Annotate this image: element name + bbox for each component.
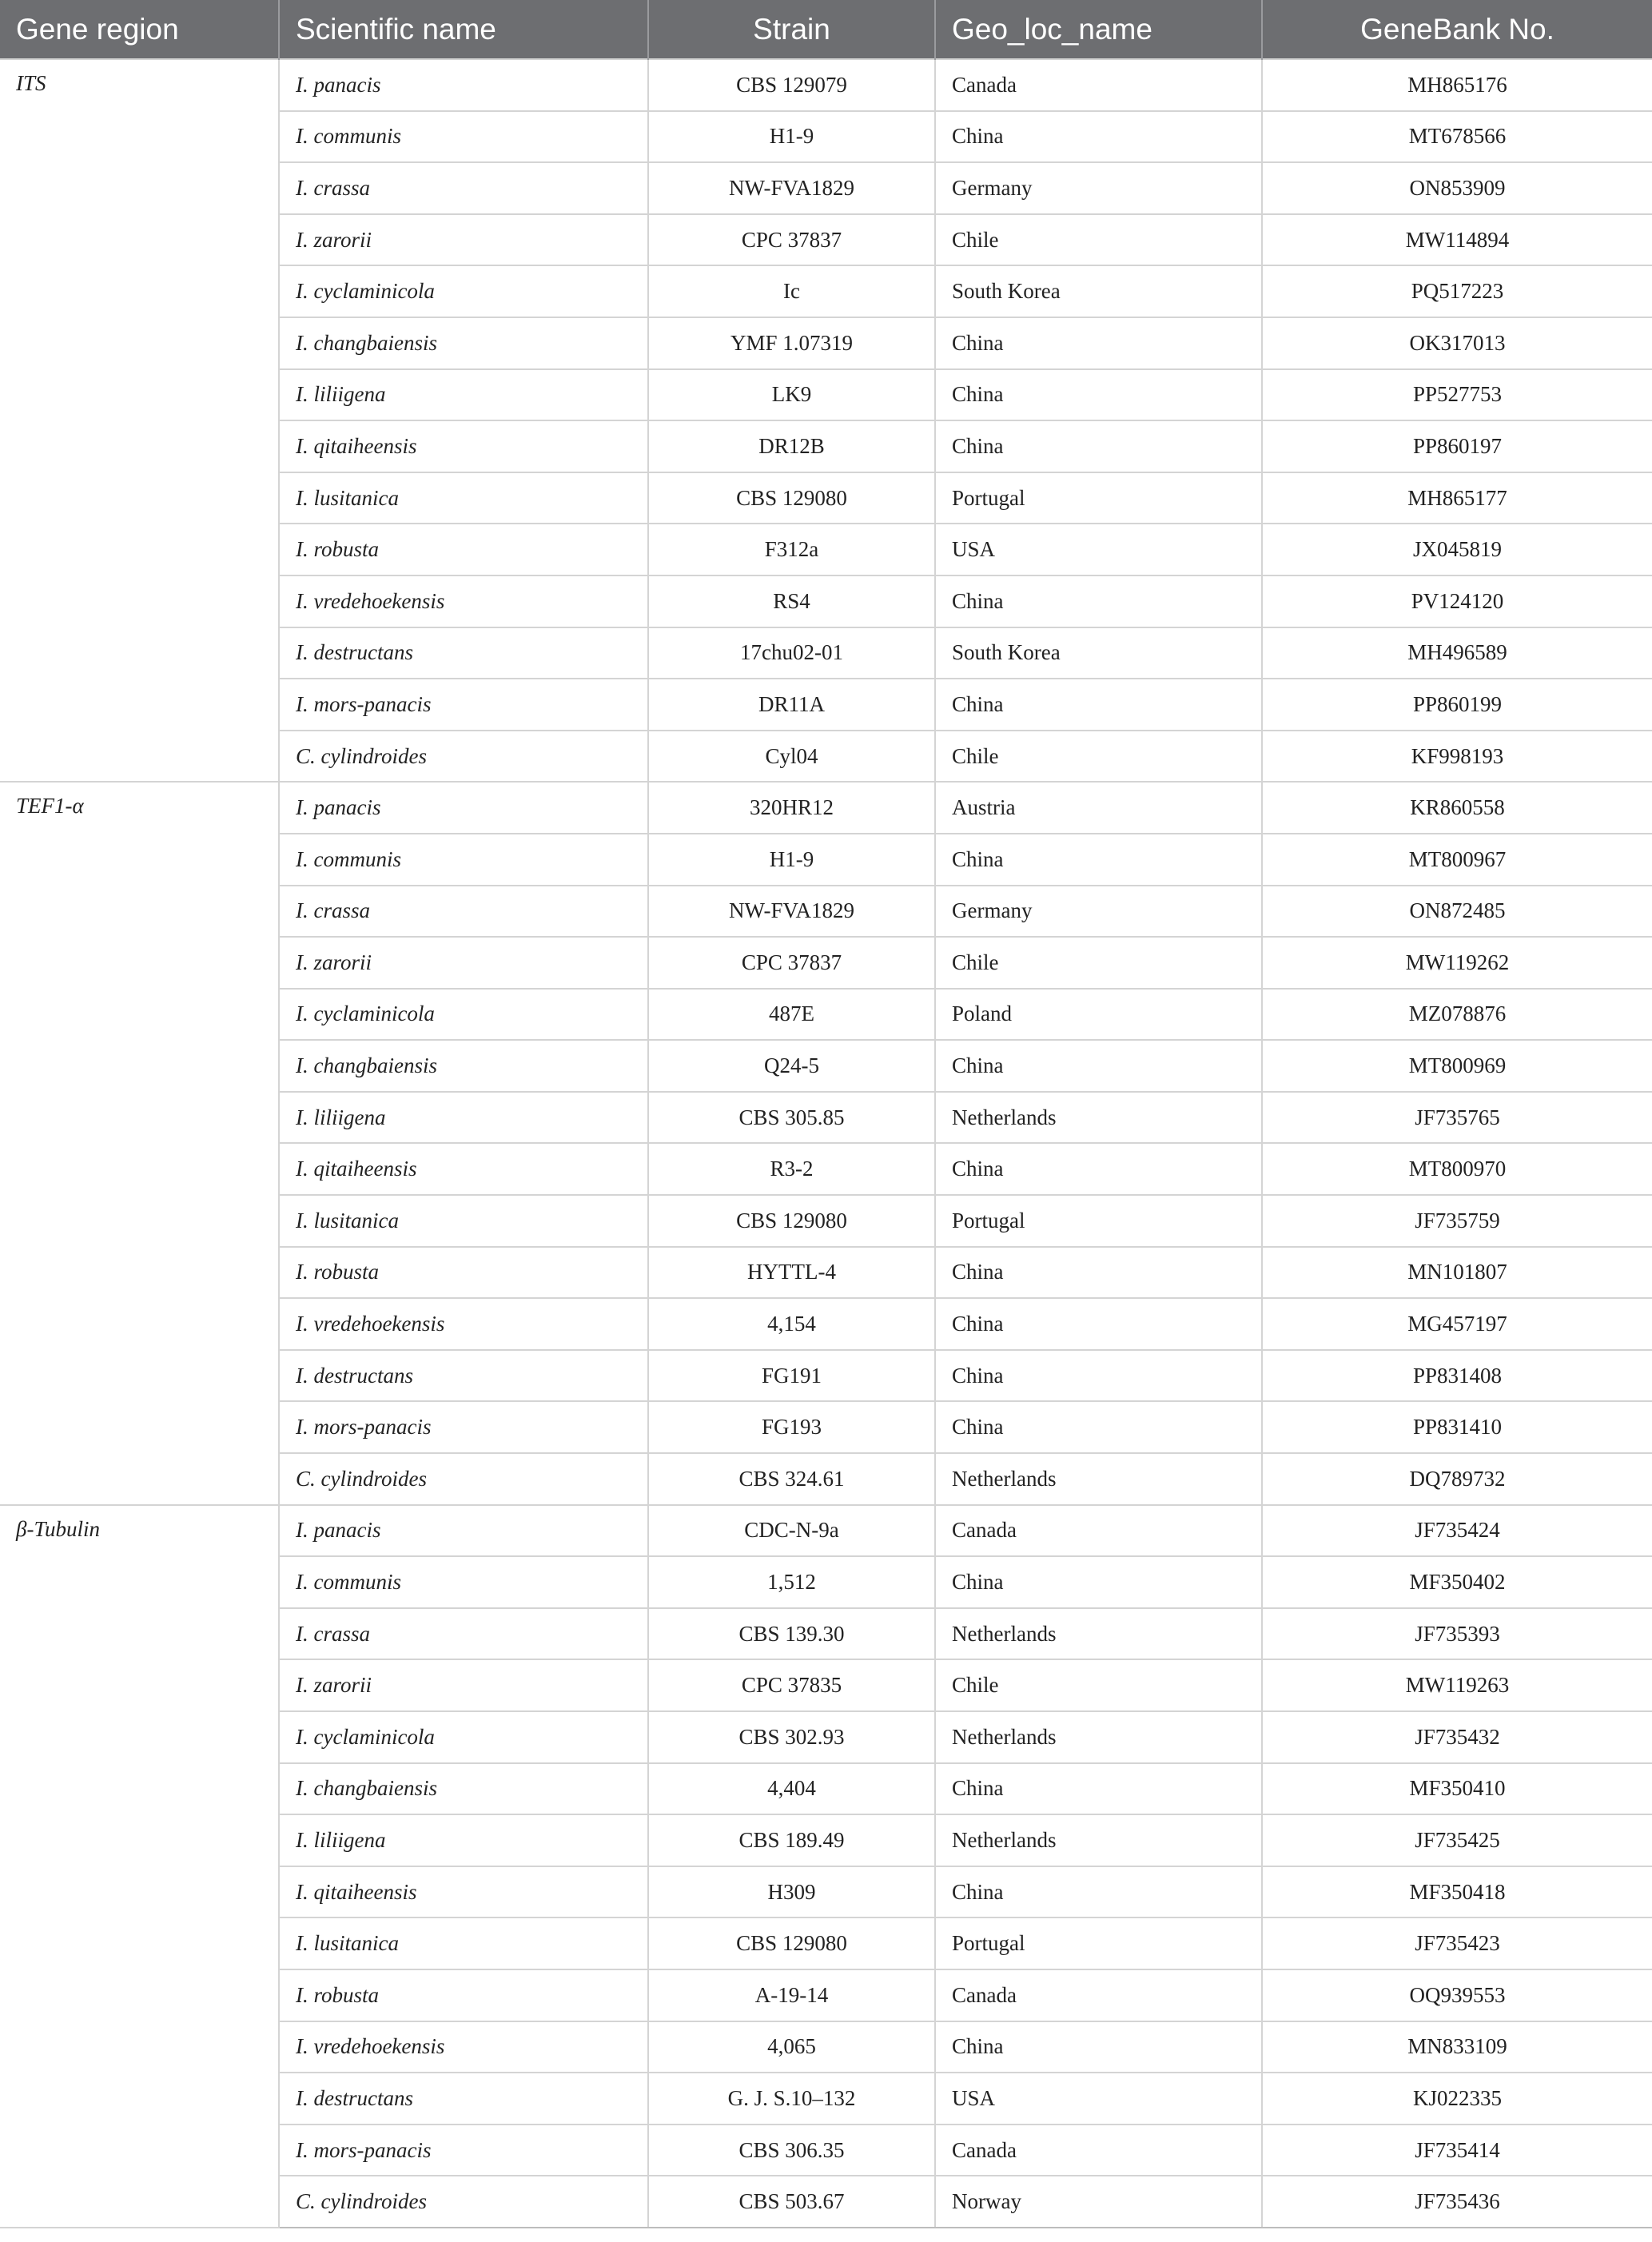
- strain-cell: G. J. S.10–132: [648, 2073, 935, 2125]
- genebank-cell: MG457197: [1262, 1298, 1652, 1350]
- strain-cell: YMF 1.07319: [648, 317, 935, 369]
- scientific-name-cell: I. crassa: [279, 162, 648, 214]
- strain-cell: FG191: [648, 1350, 935, 1402]
- genebank-cell: PP860199: [1262, 679, 1652, 731]
- scientific-name-cell: I. robusta: [279, 1247, 648, 1299]
- table-row: [0, 1505, 1652, 1557]
- geo-loc-cell: Chile: [935, 731, 1262, 783]
- scientific-name-cell: I. cyclaminicola: [279, 265, 648, 317]
- strain-cell: 4,404: [648, 1763, 935, 1815]
- genebank-cell: JX045819: [1262, 524, 1652, 575]
- scientific-name-cell: I. robusta: [279, 1969, 648, 2021]
- strain-cell: CBS 302.93: [648, 1711, 935, 1763]
- geo-loc-cell: China: [935, 1040, 1262, 1092]
- scientific-name-cell: I. zarorii: [279, 937, 648, 989]
- scientific-name-cell: I. changbaiensis: [279, 1040, 648, 1092]
- geo-loc-cell: Portugal: [935, 1195, 1262, 1247]
- strain-cell: A-19-14: [648, 1969, 935, 2021]
- strain-cell: NW-FVA1829: [648, 162, 935, 214]
- genebank-cell: MW114894: [1262, 214, 1652, 266]
- strain-cell: CBS 306.35: [648, 2125, 935, 2176]
- genebank-cell: KF998193: [1262, 731, 1652, 783]
- scientific-name-cell: I. qitaiheensis: [279, 1143, 648, 1195]
- strain-cell: DR12B: [648, 420, 935, 472]
- geo-loc-cell: China: [935, 1401, 1262, 1453]
- header-gene-region: Gene region: [0, 0, 279, 59]
- gene-region-cell: TEF1-α: [0, 782, 279, 1504]
- strain-cell: CBS 139.30: [648, 1608, 935, 1660]
- strain-cell: CBS 129080: [648, 1917, 935, 1969]
- geo-loc-cell: Netherlands: [935, 1814, 1262, 1866]
- scientific-name-cell: I. changbaiensis: [279, 1763, 648, 1815]
- scientific-name-cell: C. cylindroides: [279, 2176, 648, 2228]
- scientific-name-cell: I. crassa: [279, 886, 648, 938]
- header-scientific-name: Scientific name: [279, 0, 648, 59]
- genebank-cell: JF735765: [1262, 1092, 1652, 1144]
- genebank-cell: PQ517223: [1262, 265, 1652, 317]
- scientific-name-cell: I. crassa: [279, 1608, 648, 1660]
- header-strain: Strain: [648, 0, 935, 59]
- genebank-cell: ON853909: [1262, 162, 1652, 214]
- geo-loc-cell: China: [935, 1350, 1262, 1402]
- strain-cell: HYTTL-4: [648, 1247, 935, 1299]
- geo-loc-cell: China: [935, 834, 1262, 886]
- strain-cell: 4,154: [648, 1298, 935, 1350]
- geo-loc-cell: China: [935, 420, 1262, 472]
- genebank-cell: MF350410: [1262, 1763, 1652, 1815]
- scientific-name-cell: I. panacis: [279, 782, 648, 834]
- geo-loc-cell: China: [935, 575, 1262, 627]
- scientific-name-cell: I. lusitanica: [279, 472, 648, 524]
- genebank-cell: MH496589: [1262, 627, 1652, 679]
- strain-cell: CDC-N-9a: [648, 1505, 935, 1557]
- scientific-name-cell: I. zarorii: [279, 1659, 648, 1711]
- geo-loc-cell: Austria: [935, 782, 1262, 834]
- header-row: [0, 0, 1652, 59]
- genebank-cell: OQ939553: [1262, 1969, 1652, 2021]
- gene-region-group: [0, 782, 1652, 1504]
- geo-loc-cell: Canada: [935, 2125, 1262, 2176]
- geo-loc-cell: China: [935, 1298, 1262, 1350]
- scientific-name-cell: I. mors-panacis: [279, 679, 648, 731]
- geo-loc-cell: China: [935, 679, 1262, 731]
- genebank-cell: MH865176: [1262, 59, 1652, 111]
- genebank-cell: JF735393: [1262, 1608, 1652, 1660]
- strain-cell: CBS 129080: [648, 472, 935, 524]
- geo-loc-cell: USA: [935, 524, 1262, 575]
- genebank-cell: JF735424: [1262, 1505, 1652, 1557]
- geo-loc-cell: China: [935, 1763, 1262, 1815]
- strain-cell: DR11A: [648, 679, 935, 731]
- scientific-name-cell: C. cylindroides: [279, 1453, 648, 1505]
- geo-loc-cell: China: [935, 317, 1262, 369]
- strain-cell: CPC 37837: [648, 937, 935, 989]
- geo-loc-cell: Portugal: [935, 1917, 1262, 1969]
- table-row: [0, 59, 1652, 111]
- scientific-name-cell: I. lusitanica: [279, 1195, 648, 1247]
- geo-loc-cell: Canada: [935, 1505, 1262, 1557]
- genebank-cell: JF735414: [1262, 2125, 1652, 2176]
- scientific-name-cell: I. panacis: [279, 1505, 648, 1557]
- strain-cell: RS4: [648, 575, 935, 627]
- genebank-cell: MF350402: [1262, 1556, 1652, 1608]
- geo-loc-cell: Netherlands: [935, 1608, 1262, 1660]
- strain-cell: H1-9: [648, 834, 935, 886]
- scientific-name-cell: I. destructans: [279, 2073, 648, 2125]
- scientific-name-cell: I. qitaiheensis: [279, 1866, 648, 1918]
- scientific-name-cell: I. robusta: [279, 524, 648, 575]
- gene-region-cell: ITS: [0, 59, 279, 782]
- geo-loc-cell: South Korea: [935, 627, 1262, 679]
- geo-loc-cell: Germany: [935, 162, 1262, 214]
- strain-cell: FG193: [648, 1401, 935, 1453]
- genebank-cell: KJ022335: [1262, 2073, 1652, 2125]
- scientific-name-cell: I. liliigena: [279, 1814, 648, 1866]
- scientific-name-cell: I. mors-panacis: [279, 2125, 648, 2176]
- geo-loc-cell: Canada: [935, 59, 1262, 111]
- geo-loc-cell: Norway: [935, 2176, 1262, 2228]
- geo-loc-cell: China: [935, 1143, 1262, 1195]
- genebank-cell: JF735759: [1262, 1195, 1652, 1247]
- scientific-name-cell: I. vredehoekensis: [279, 1298, 648, 1350]
- genebank-cell: MZ078876: [1262, 989, 1652, 1041]
- scientific-name-cell: I. liliigena: [279, 1092, 648, 1144]
- strain-cell: 487E: [648, 989, 935, 1041]
- strain-cell: CBS 129080: [648, 1195, 935, 1247]
- strain-cell: CBS 305.85: [648, 1092, 935, 1144]
- strain-cell: 320HR12: [648, 782, 935, 834]
- geo-loc-cell: China: [935, 2021, 1262, 2073]
- geo-loc-cell: Netherlands: [935, 1453, 1262, 1505]
- strain-cell: CPC 37837: [648, 214, 935, 266]
- genebank-cell: DQ789732: [1262, 1453, 1652, 1505]
- scientific-name-cell: I. destructans: [279, 627, 648, 679]
- scientific-name-cell: I. communis: [279, 834, 648, 886]
- strain-cell: CPC 37835: [648, 1659, 935, 1711]
- genebank-cell: PV124120: [1262, 575, 1652, 627]
- genebank-cell: JF735432: [1262, 1711, 1652, 1763]
- geo-loc-cell: USA: [935, 2073, 1262, 2125]
- genebank-cell: MN101807: [1262, 1247, 1652, 1299]
- geo-loc-cell: China: [935, 111, 1262, 163]
- geo-loc-cell: Chile: [935, 214, 1262, 266]
- strain-cell: 1,512: [648, 1556, 935, 1608]
- scientific-name-cell: I. qitaiheensis: [279, 420, 648, 472]
- scientific-name-cell: I. communis: [279, 1556, 648, 1608]
- strain-cell: R3-2: [648, 1143, 935, 1195]
- scientific-name-cell: I. mors-panacis: [279, 1401, 648, 1453]
- genebank-cell: MT678566: [1262, 111, 1652, 163]
- geo-loc-cell: China: [935, 1866, 1262, 1918]
- scientific-name-cell: C. cylindroides: [279, 731, 648, 783]
- scientific-name-cell: I. panacis: [279, 59, 648, 111]
- table-row: [0, 782, 1652, 834]
- strain-cell: 4,065: [648, 2021, 935, 2073]
- genebank-cell: JF735436: [1262, 2176, 1652, 2228]
- geo-loc-cell: Poland: [935, 989, 1262, 1041]
- scientific-name-cell: I. communis: [279, 111, 648, 163]
- genebank-cell: KR860558: [1262, 782, 1652, 834]
- strain-cell: H1-9: [648, 111, 935, 163]
- geo-loc-cell: Chile: [935, 1659, 1262, 1711]
- genebank-cell: OK317013: [1262, 317, 1652, 369]
- scientific-name-cell: I. cyclaminicola: [279, 1711, 648, 1763]
- gene-region-cell: β-Tubulin: [0, 1505, 279, 2228]
- geo-loc-cell: Netherlands: [935, 1711, 1262, 1763]
- genebank-cell: PP527753: [1262, 369, 1652, 421]
- genebank-cell: JF735425: [1262, 1814, 1652, 1866]
- scientific-name-cell: I. cyclaminicola: [279, 989, 648, 1041]
- geo-loc-cell: China: [935, 1556, 1262, 1608]
- strain-cell: NW-FVA1829: [648, 886, 935, 938]
- genebank-cell: MH865177: [1262, 472, 1652, 524]
- geo-loc-cell: South Korea: [935, 265, 1262, 317]
- scientific-name-cell: I. changbaiensis: [279, 317, 648, 369]
- strain-cell: F312a: [648, 524, 935, 575]
- genebank-cell: PP860197: [1262, 420, 1652, 472]
- genebank-cell: MW119262: [1262, 937, 1652, 989]
- geo-loc-cell: China: [935, 1247, 1262, 1299]
- strain-cell: LK9: [648, 369, 935, 421]
- strain-cell: CBS 503.67: [648, 2176, 935, 2228]
- strain-cell: 17chu02-01: [648, 627, 935, 679]
- scientific-name-cell: I. zarorii: [279, 214, 648, 266]
- genebank-cell: MT800969: [1262, 1040, 1652, 1092]
- strain-cell: H309: [648, 1866, 935, 1918]
- genebank-cell: MT800970: [1262, 1143, 1652, 1195]
- strain-cell: CBS 189.49: [648, 1814, 935, 1866]
- genebank-cell: PP831408: [1262, 1350, 1652, 1402]
- table-header: [0, 0, 1652, 59]
- genebank-cell: MF350418: [1262, 1866, 1652, 1918]
- header-genebank-no: GeneBank No.: [1262, 0, 1652, 59]
- gene-region-group: [0, 59, 1652, 782]
- strain-cell: Cyl04: [648, 731, 935, 783]
- geo-loc-cell: Canada: [935, 1969, 1262, 2021]
- strain-cell: CBS 324.61: [648, 1453, 935, 1505]
- genebank-cell: ON872485: [1262, 886, 1652, 938]
- genebank-cell: MN833109: [1262, 2021, 1652, 2073]
- geo-loc-cell: China: [935, 369, 1262, 421]
- genebank-cell: JF735423: [1262, 1917, 1652, 1969]
- strain-cell: CBS 129079: [648, 59, 935, 111]
- strain-cell: Q24-5: [648, 1040, 935, 1092]
- geo-loc-cell: Germany: [935, 886, 1262, 938]
- genebank-cell: MW119263: [1262, 1659, 1652, 1711]
- scientific-name-cell: I. liliigena: [279, 369, 648, 421]
- gene-region-group: [0, 1505, 1652, 2228]
- geo-loc-cell: Portugal: [935, 472, 1262, 524]
- scientific-name-cell: I. lusitanica: [279, 1917, 648, 1969]
- header-geo-loc-name: Geo_loc_name: [935, 0, 1262, 59]
- geo-loc-cell: Chile: [935, 937, 1262, 989]
- strain-cell: Ic: [648, 265, 935, 317]
- scientific-name-cell: I. destructans: [279, 1350, 648, 1402]
- genebank-cell: PP831410: [1262, 1401, 1652, 1453]
- scientific-name-cell: I. vredehoekensis: [279, 575, 648, 627]
- scientific-name-cell: I. vredehoekensis: [279, 2021, 648, 2073]
- geo-loc-cell: Netherlands: [935, 1092, 1262, 1144]
- genebank-cell: MT800967: [1262, 834, 1652, 886]
